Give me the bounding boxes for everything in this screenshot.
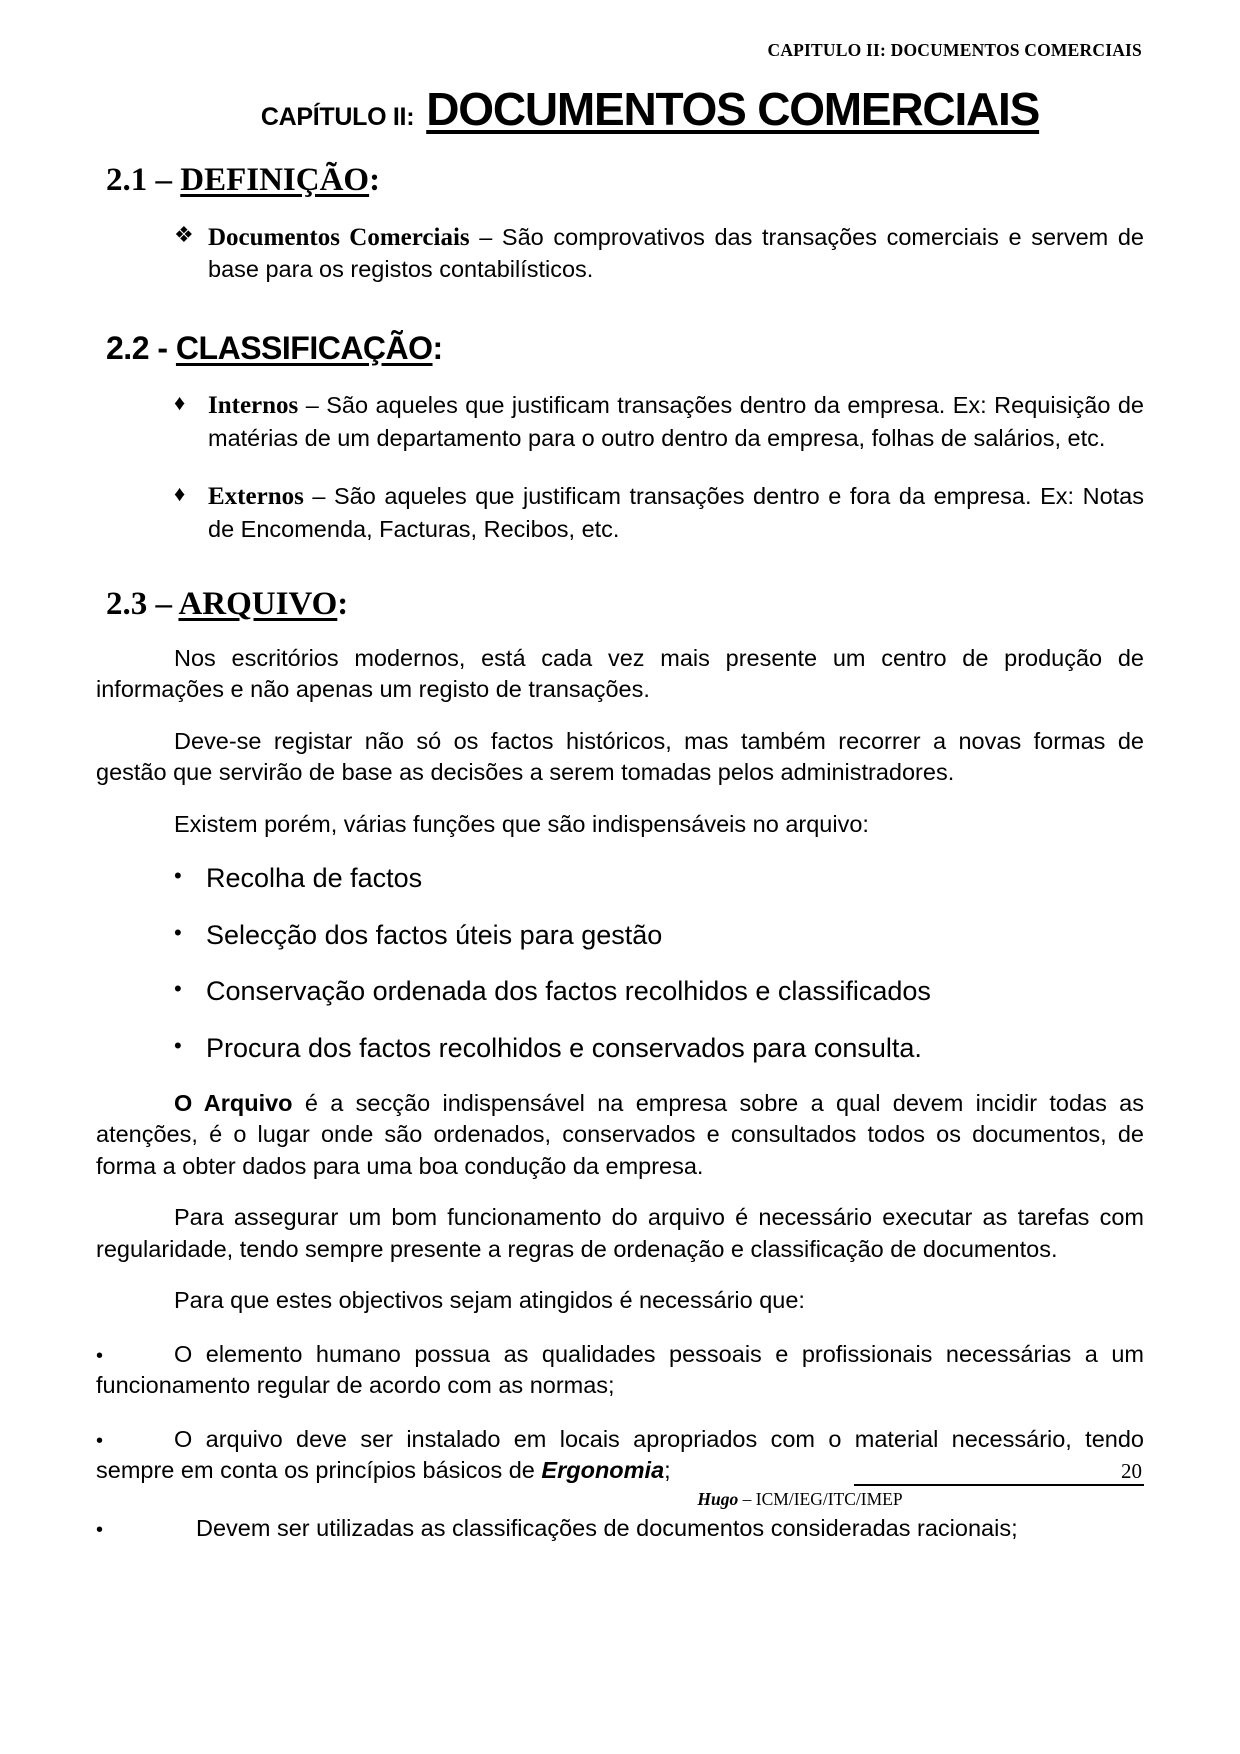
chapter-kicker: CAPÍTULO II:	[260, 102, 415, 131]
footer-credit	[96, 1489, 1144, 1510]
chapter-main-title: DOCUMENTOS COMERCIAIS	[426, 82, 1040, 135]
requirement-marker-slot	[96, 1424, 174, 1455]
classificacao-description: – São aqueles que justificam transações dentro e fora da empresa. Ex: Notas de Encomenda, Facturas, Recibos, etc.	[208, 483, 1144, 543]
paragraph: Para que estes objectivos sejam atingidos é necessário que:	[174, 1287, 805, 1314]
list-item-label: Procura dos factos recolhidos e conservados para consulta.	[206, 1032, 922, 1063]
list-item	[96, 221, 1144, 286]
page-title	[96, 82, 1144, 136]
heading-classificacao-colon: :	[432, 329, 443, 366]
list-item	[96, 919, 1144, 951]
round-bullet-icon: •	[174, 976, 182, 1002]
classificacao-description: – São aqueles que justificam transações dentro da empresa. Ex: Requisição de matérias de um departamento para o outro dentro da empresa, folhas de salários, etc.	[208, 391, 1144, 451]
requirement-text: O arquivo deve ser instalado em locais apropriados com o material necessário, tendo sempre em conta os princípios básicos de	[96, 1425, 1144, 1484]
paragraph: Para assegurar um bom funcionamento do arquivo é necessário executar as tarefas com regularidade, tendo sempre presente a regras de ordenação e classificação de documentos.	[96, 1204, 1144, 1262]
definicao-term: Documentos Comerciais	[208, 223, 470, 251]
requirement-marker-slot	[96, 1339, 174, 1370]
list-item	[96, 389, 1144, 454]
requirement-text: O elemento humano possua as qualidades pessoais e profissionais necessárias a um funcionamento regular de acordo com as normas;	[96, 1340, 1144, 1399]
definicao-description: – São comprovativos das transações comerciais e servem de base para os registos contabilísticos.	[208, 223, 1144, 283]
definicao-bullet-list	[96, 221, 1144, 286]
list-item-label: Recolha de factos	[206, 863, 423, 894]
list-item-label: Conservação ordenada dos factos recolhidos e classificados	[206, 976, 931, 1007]
diamond-bullet-icon: ♦	[174, 481, 186, 507]
paragraph: Nos escritórios modernos, está cada vez mais presente um centro de produção de informações e não apenas um registo de transações.	[96, 644, 1144, 703]
requirement-marker-slot	[96, 1513, 196, 1544]
footer-divider	[854, 1484, 1144, 1486]
round-bullet-icon: •	[96, 1429, 104, 1452]
round-bullet-icon: •	[174, 863, 182, 889]
requirement-text-tail: ;	[664, 1457, 671, 1484]
heading-classificacao-label: CLASSIFICAÇÃO	[175, 329, 433, 366]
classificacao-bullet-list	[96, 389, 1144, 546]
page-footer	[96, 1461, 1144, 1510]
round-bullet-icon: •	[96, 1518, 104, 1541]
arquivo-definition-text: é a secção indispensável na empresa sobre a qual devem incidir todas as atenções, é o lugar onde são ordenados, conservados e consultados todos os documentos, de forma a obter dados para uma boa condução da empresa.	[96, 1089, 1144, 1179]
list-item	[96, 480, 1144, 545]
requirement-item	[96, 1339, 1144, 1402]
classificacao-term: Internos	[208, 391, 299, 419]
round-bullet-icon: •	[174, 1032, 182, 1058]
paragraph: Deve-se registar não só os factos históricos, mas também recorrer a novas formas de gestão que servirão de base as decisões a serem tomadas pelos administradores.	[96, 727, 1144, 786]
heading-definicao-label: DEFINIÇÃO	[180, 161, 370, 198]
round-bullet-icon: •	[96, 1344, 104, 1367]
heading-arquivo-number: 2.3 –	[106, 585, 179, 622]
requirement-item	[96, 1513, 1144, 1544]
round-bullet-icon: •	[174, 919, 182, 945]
heading-classificacao	[106, 330, 1144, 367]
heading-definicao-number: 2.1 –	[106, 161, 181, 198]
diamond-bullet-icon: ♦	[174, 389, 186, 415]
arquivo-term: O Arquivo	[174, 1089, 293, 1116]
requirement-emphasis: Ergonomia	[541, 1457, 665, 1484]
heading-definicao-colon: :	[369, 161, 381, 198]
list-item	[96, 975, 1144, 1007]
running-header: CAPITULO II: DOCUMENTOS COMERCIAIS	[767, 40, 1142, 60]
arquivo-functions-list	[96, 862, 1144, 1064]
heading-classificacao-number: 2.2 -	[106, 329, 176, 366]
page-number: 20	[1121, 1459, 1142, 1483]
heading-arquivo-label: ARQUIVO	[178, 585, 338, 622]
classificacao-term: Externos	[208, 483, 304, 511]
heading-arquivo	[106, 586, 1144, 623]
heading-definicao	[106, 162, 1144, 199]
paragraph-arquivo-definition	[96, 1088, 1144, 1182]
list-item	[96, 1032, 1144, 1064]
diamond-bullet-icon: ❖	[174, 221, 194, 247]
list-item	[96, 862, 1144, 894]
paragraph: Existem porém, várias funções que são indispensáveis no arquivo:	[174, 810, 869, 837]
footer-affiliation: – ICM/IEG/ITC/IMEP	[738, 1489, 903, 1509]
heading-arquivo-colon: :	[337, 585, 349, 622]
requirement-text: Devem ser utilizadas as classificações de documentos consideradas racionais;	[196, 1514, 1018, 1541]
list-item-label: Selecção dos factos úteis para gestão	[206, 919, 663, 950]
footer-author: Hugo	[697, 1489, 739, 1509]
